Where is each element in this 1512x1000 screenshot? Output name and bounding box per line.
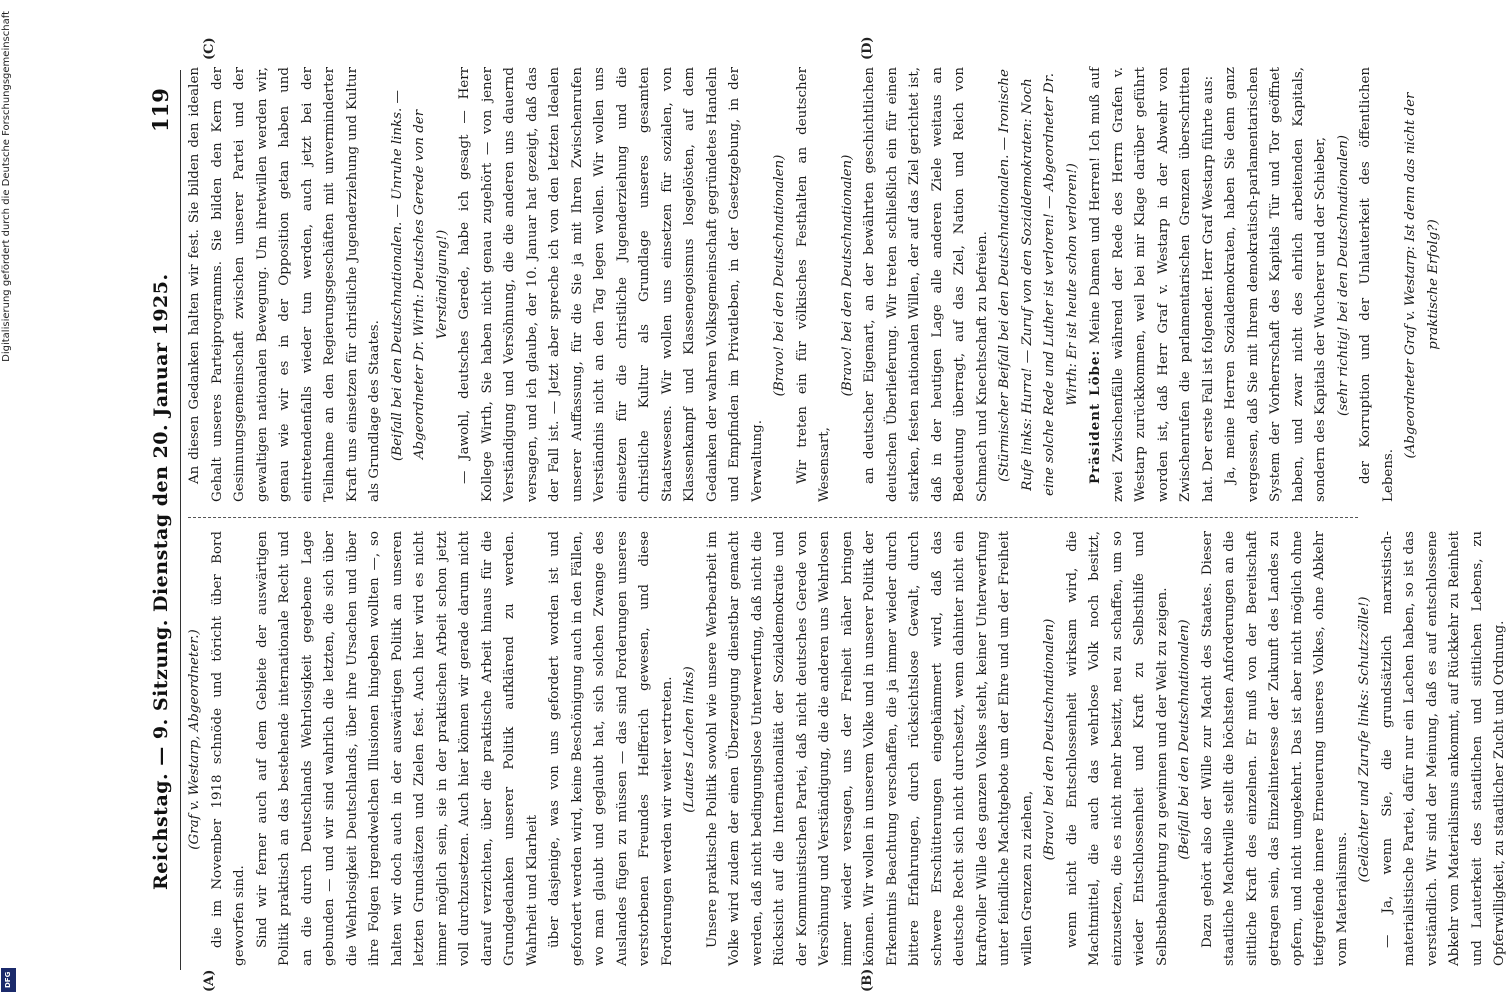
paragraph: — Jawohl, deutsches Gerede, habe ich gesagt — Herr Kollege Wirth, Sie haben nicht genau zugehört — von jener Verständigung und Versöhnung, die die anderen uns dauernd versagen, und ich glaube, der 10. Januar hat gezeigt, daß das der Fall ist. — Jetzt aber spreche ich von den letzten Idealen unserer Auffassung, für die Sie ja mit Ihren Zwischenrufen Verständnis nicht an den Tag legen wollen. Wir wollen uns einsetzen für die christliche Jugenderziehung und die christliche Kultur als Grundlage unseres gesamten Staatswesens. Wir wollen uns einsetzen für sozialen, von Klassenkampf und Klassenegoismus losgelösten, auf dem Gedanken der wahren Volksgemeinschaft gegründetes Handeln und Empfinden im Privatleben, in der Gesetzgebung, in der Verwaltung. bbox=[457, 67, 765, 502]
paragraph: An diesen Gedanken halten wir fest. Sie bilden den idealen Gehalt unseres Parteiprogramms. Sie bilden den Kern der Gesinnungsgemeinschaft zwischen unserer Partei und der gewaltigen nationalen Bewegung. Um ihretwillen werden wir, genau wie wir es in der Opposition getan haben und eintretendenfalls wieder tun werden, auch jetzt bei der Teilnahme an den Regierungsgeschäften mit unverminderter Kraft uns einsetzen für christliche Jugenderziehung und Kultur als Grundlage des Staates. bbox=[187, 67, 382, 502]
paragraph: Unsere praktische Politik sowohl wie unsere Werbearbeit im Volke wird zudem der einen Überzeugung dienstbar gemacht werden, daß nicht bedingungslose Unterwerfung, daß nicht die Rücksicht auf die Internationalität der Sozialdemokratie und der Kommunistischen Partei, daß nicht deutsches Gerede von Versöhnung und Verständigung, die die anderen uns Wehrlosen immer wieder versagen, uns der Freiheit näher bringen können. Wir wollen in unserem Volke und in unserer Politik der Erkenntnis Beachtung verschaffen, die ja immer wieder durch bittere Erfahrungen, durch rücksichtslose Gewalt, durch schwere Erschütterungen eingehämmert wird, daß das deutsche Recht sich nicht durchsetzt, wenn dahinter nicht ein kraftvoller Wille des ganzen Volkes steht, keiner Unterwerfung unter feindliche Machtgebote um der Ehre und um der Freiheit willen Grenzen zu ziehen, bbox=[704, 531, 1035, 966]
column-separator bbox=[188, 517, 1358, 518]
paragraph: wenn nicht die Entschlossenheit wirksam wird, die Machtmittel, die auch das wehrlose Volk noch besitzt, einzusetzen, die es nicht mehr besitzt, neu zu schaffen, um so wieder Entschlossenheit und Kraft zu Selbsthilfe und Selbstbehauptung zu gewinnen und der Welt zu zeigen. bbox=[1064, 531, 1170, 966]
interjection: (sehr richtig! bei den Deutschnationalen) bbox=[1335, 134, 1351, 417]
speaker-tag: (Graf v. Westarp, Abgeordneter.) bbox=[187, 629, 202, 850]
digitization-note: Digitalisierung gefördert durch die Deutsche Forschungsgemeinschaft bbox=[1, 11, 12, 362]
paragraph: über dasjenige, was von uns gefordert worden ist und gefordert werden wird, keine Beschönigung auch in den Fällen, wo man glaubt und geglaubt hat, sich solchen Zwange des Auslandes fügen zu müssen — das sind Forderungen unseres verstorbenen Freundes Helfferich gewesen, und diese Forderungen werden wir weiter vertreten. bbox=[547, 531, 675, 966]
header-rule bbox=[180, 70, 181, 970]
interjection: (Lautes Lachen links) bbox=[682, 666, 697, 813]
interjection: (Gelächter und Zurufe links: Schutzzölle!) bbox=[1357, 596, 1372, 883]
right-text-column bbox=[184, 67, 1441, 502]
page-number: 119 bbox=[148, 88, 173, 132]
speaker-name: Präsident Löbe: bbox=[1087, 349, 1103, 484]
interjection: (Beifall bei den Deutschnationalen. — Unruhe links. — Abgeordneter Dr. Wirth: Deutsches Gerede von der Verständigung!) bbox=[389, 90, 450, 461]
paragraph: Präsident Löbe: Meine Damen und Herren! Ich muß auf zwei Zwischenfälle während der Rede des Herrn Grafen v. Westarp zurückkommen, weil bei mir Klage darüber geführt worden ist, daß Herr Graf v. Westarp in der Abwehr von Zwischenrufen die parlamentarischen Grenzen überschritten hat. Der erste Fall ist folgender. Herr Graf Westarp führte aus: bbox=[1087, 67, 1216, 502]
quoted-paragraph: Ja, meine Herren Sozialdemokraten, haben Sie denn ganz vergessen, daß Sie mit Ihrem demokratisch-parlamentarischen System der Vorherrschaft des Kapitals Tür und Tor geöffnet haben, und zwar nicht des ehrlich arbeitenden Kapitals, sondern des Kapitals der Wucherer und der Schieber, bbox=[1223, 67, 1328, 502]
paragraph: Sind wir ferner auch auf dem Gebiete der auswärtigen Politik praktisch an das bestehende internationale Recht und an die durch Deutschlands Wehrlosigkeit gegebene Lage gebunden — und wir sind wahrlich die letzten, die sich über die Wehrlosigkeit Deutschlands, über ihre Ursachen und über ihre Folgen irgendwelchen Illusionen hingeben wollten —, so halten wir doch auch in der auswärtigen Politik an unseren letzten Grundsätzen und Zielen fest. Auch hier wird es nicht immer möglich sein, sie in der praktischen Arbeit schon jetzt voll durchzusetzen. Auch hier können wir gerade darum nicht darauf verzichten, über die praktische Arbeit hinaus für die Grundgedanken unserer Politik aufklärend zu werden. Wahrheit und Klarheit bbox=[254, 531, 540, 966]
paragraph: die im November 1918 schnöde und töricht über Bord geworfen sind. bbox=[209, 531, 247, 966]
margin-marker-b: (B) bbox=[860, 968, 875, 992]
left-text-column bbox=[184, 531, 1507, 966]
paragraph: an deutscher Eigenart, an der bewährten geschichtlichen deutschen Überlieferung. Wir treten schließlich ein für einen starken, festen nationalen Willen, der auf das Ziel gerichtet ist, daß in der heutigen Lage alle anderen Ziele weitaus an Bedeutung überragt, auf das Ziel, Nation und Reich von Schmach und Knechtschaft zu befreien. bbox=[862, 67, 990, 502]
digitization-footer bbox=[0, 0, 18, 1000]
rotated-page-content bbox=[140, 0, 1507, 1000]
running-title: Reichstag. — 9. Sitzung. Dienstag den 20. Januar 1925. bbox=[150, 273, 172, 890]
paragraph: Wir treten ein für völkisches Festhalten an deutscher Wesensart, bbox=[794, 67, 832, 502]
paragraph: — Ja, wenn Sie, die grundsätzlich marxistisch-materialistische Partei, dafür nur ein Lachen haben, so ist das verständlich. Wir sind der Meinung, daß es auf entschlossene Abkehr vom Materialismus ankommt, auf Rückkehr zu Reinheit und Lauterkeit des staatlichen und sittlichen Lebens, zu Opferwilligkeit, zu staatlicher Zucht und Ordnung. bbox=[1379, 531, 1507, 966]
paragraph: Dazu gehört also der Wille zur Macht des Staates. Dieser staatliche Machtwille stellt die höchsten Anforderungen an die sittliche Kraft des einzelnen. Er muß von der Bereitschaft getragen sein, das Einzelinteresse der Zukunft des Landes zu opfern, und nicht umgekehrt. Das ist aber nicht möglich ohne tiefgreifende innere Erneuerung unseres Volkes, ohne Abkehr vom Materialismus. bbox=[1199, 531, 1350, 966]
dfg-logo-icon: DFG bbox=[1, 968, 16, 992]
interjection: (Stürmischer Beifall bei den Deutschnationalen. — Ironische Rufe links: Hurra! — Zuruf von den Sozialdemokraten: Noch eine solche Rede und Luther ist verloren! — Abgeordneter Dr. Wirth: Er ist heute schon verloren!) bbox=[997, 69, 1080, 496]
interjection: (Beifall bei den Deutschnationalen) bbox=[1177, 619, 1192, 860]
interjection: (Bravo! bei den Deutschnationalen) bbox=[772, 154, 787, 397]
interjection: (Bravo! bei den Deutschnationalen) bbox=[1042, 618, 1057, 861]
margin-marker-d: (D) bbox=[860, 36, 875, 60]
paragraph: der Korruption und der Unlauterkeit des öffentlichen Lebens. bbox=[1358, 67, 1396, 502]
margin-marker-c: (C) bbox=[202, 37, 217, 60]
interjection: (Bravo! bei den Deutschnationalen) bbox=[839, 154, 855, 397]
interjection: (Abgeordneter Graf v. Westarp: Ist denn das nicht der praktische Erfolg?) bbox=[1403, 92, 1441, 459]
margin-marker-a: (A) bbox=[202, 969, 217, 992]
